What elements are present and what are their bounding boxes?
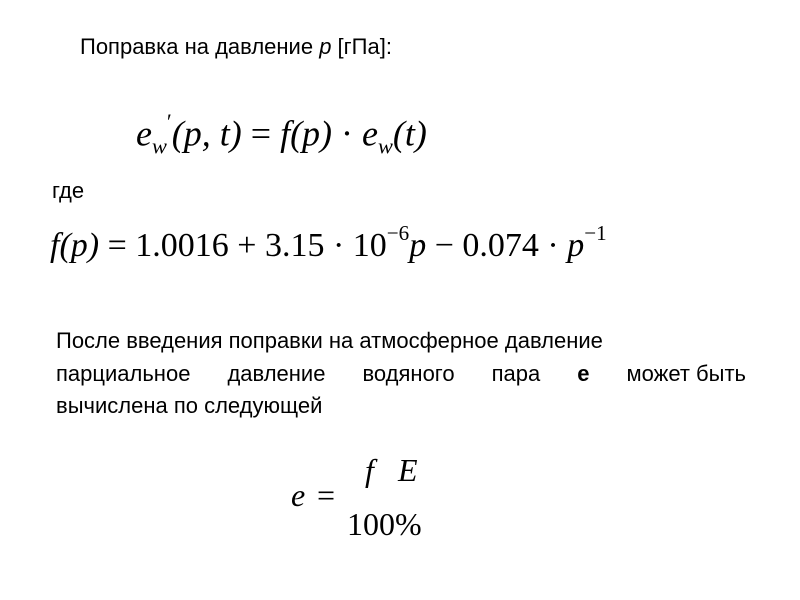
paragraph-word: парциальное (56, 361, 191, 386)
where-label: где (52, 178, 85, 203)
formula1-prime: ′ (166, 109, 172, 134)
formula2-p2: p (567, 226, 585, 264)
paragraph-line-3: вычислена по следующей (56, 393, 323, 418)
formula2-dot2: · (547, 226, 559, 264)
paragraph-bold-symbol: е (577, 361, 590, 386)
formula1-rhs-e: e (362, 113, 379, 154)
formula2-exp2: −1 (584, 221, 607, 245)
formula3-denominator: 100% (347, 506, 422, 542)
formula1-rhs-sub: w (378, 133, 393, 159)
formula2-coef1: 1.0016 (135, 226, 229, 264)
heading-pressure-var: p (319, 34, 332, 59)
paragraph-line-1: После введения поправки на атмосферное давление (56, 328, 603, 353)
formula3-equals: = (317, 477, 336, 513)
formula2-dot1: · (332, 226, 345, 264)
paragraph-line-2 (56, 363, 746, 385)
formula3-lhs: e (291, 477, 306, 513)
formula2-coef3: 0.074 (462, 226, 539, 264)
paragraph-line-2-tail: может быть (626, 361, 746, 386)
formula2-minus: − (434, 226, 454, 264)
formula-pressure-factor (50, 223, 607, 263)
formula3-num-f: f (365, 452, 374, 488)
heading (80, 36, 392, 58)
formula2-coef2: 3.15 (264, 226, 325, 264)
heading-text: Поправка на давление (80, 34, 320, 59)
formula1-rhs-f: f(p) (280, 113, 333, 154)
formula2-base: 10 (352, 226, 387, 264)
formula2-exp1: −6 (386, 221, 410, 245)
paragraph-word: давление (227, 361, 326, 386)
formula1-lhs-e: e (136, 113, 152, 154)
paragraph-word: водяного (362, 361, 455, 386)
formula2-plus: + (237, 226, 257, 264)
formula1-lhs-args: (p, t) (171, 113, 242, 154)
formula1-lhs-sub: w (151, 133, 167, 159)
formula3-num-E: E (398, 452, 418, 488)
formula-vapor-pressure-fraction (285, 452, 455, 552)
paragraph-word: пара (491, 361, 541, 386)
formula2-p1: p (409, 226, 427, 264)
formula1-rhs-args: (t) (392, 113, 427, 154)
formula2-lhs: f(p) (50, 226, 100, 264)
formula-vapor-pressure-correction (136, 111, 427, 158)
heading-unit: [гПа]: (331, 34, 392, 59)
formula1-equals: = (250, 113, 272, 154)
formula1-dot: · (341, 113, 354, 154)
formula2-equals: = (107, 226, 127, 264)
